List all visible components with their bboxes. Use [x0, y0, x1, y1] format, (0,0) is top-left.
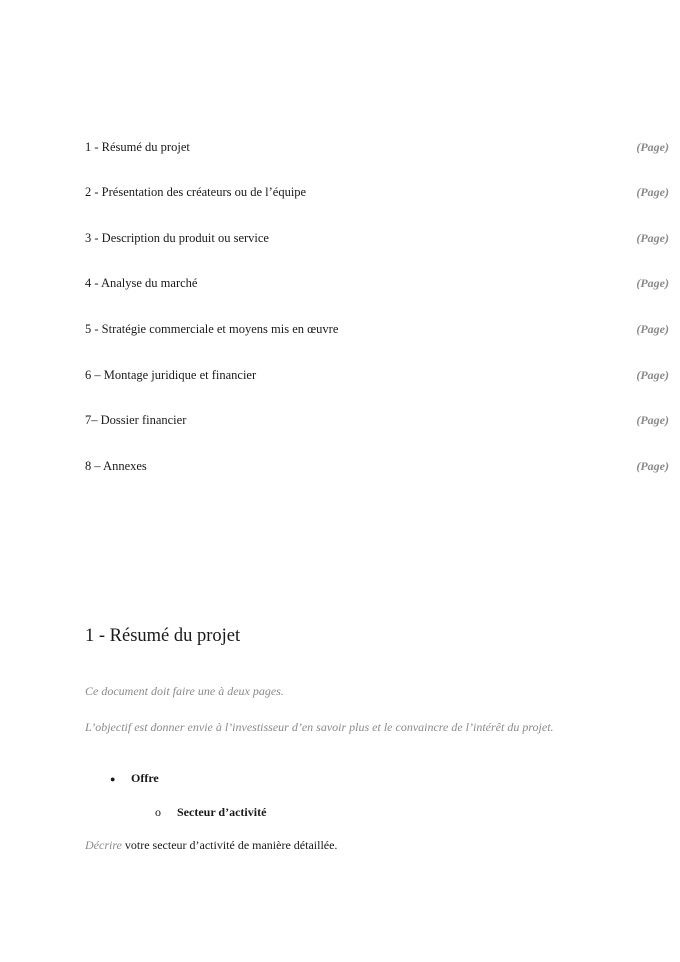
- body-emphasis: Décrire: [85, 838, 122, 852]
- bullet-label: Secteur d’activité: [177, 805, 267, 819]
- toc-row[interactable]: [85, 185, 669, 205]
- instruction-note: Ce document doit faire une à deux pages.: [85, 684, 284, 698]
- toc-row[interactable]: [85, 368, 669, 388]
- toc-label: 2 - Présentation des créateurs ou de l’équipe: [85, 185, 307, 199]
- sub-bullet-item-secteur: [155, 805, 266, 820]
- bullet-label: Offre: [131, 771, 159, 785]
- instruction-note: L’objectif est donner envie à l’investisseur d’en savoir plus et le convaincre de l’intérêt du projet.: [85, 720, 554, 734]
- body-paragraph: [85, 838, 337, 853]
- toc-page: (Page): [636, 413, 669, 427]
- toc-label: 4 - Analyse du marché: [85, 276, 198, 290]
- toc-label: 1 - Résumé du projet: [85, 140, 190, 154]
- body-text: votre secteur d’activité de manière détaillée.: [121, 838, 338, 852]
- toc-page: (Page): [636, 368, 669, 382]
- bullet-item-offre: [110, 771, 159, 786]
- toc-row[interactable]: [85, 231, 669, 251]
- toc-label: 8 – Annexes: [85, 459, 147, 473]
- toc-row[interactable]: [85, 276, 669, 296]
- toc-row[interactable]: [85, 459, 669, 479]
- toc-page: (Page): [636, 140, 669, 154]
- toc-row[interactable]: [85, 322, 669, 342]
- toc-label: 5 - Stratégie commerciale et moyens mis en œuvre: [85, 322, 339, 336]
- toc-page: (Page): [636, 459, 669, 473]
- toc-row[interactable]: [85, 140, 669, 160]
- toc-page: (Page): [636, 231, 669, 245]
- toc-page: (Page): [636, 185, 669, 199]
- toc-label: 7– Dossier financier: [85, 413, 187, 427]
- bullet-circle-icon: o: [155, 805, 161, 819]
- toc-label: 6 – Montage juridique et financier: [85, 368, 257, 382]
- bullet-dot-icon: ●: [110, 774, 116, 784]
- toc-row[interactable]: [85, 413, 669, 433]
- section-heading: 1 - Résumé du projet: [85, 626, 241, 646]
- toc-page: (Page): [636, 322, 669, 336]
- toc-label: 3 - Description du produit ou service: [85, 231, 269, 245]
- toc-page: (Page): [636, 276, 669, 290]
